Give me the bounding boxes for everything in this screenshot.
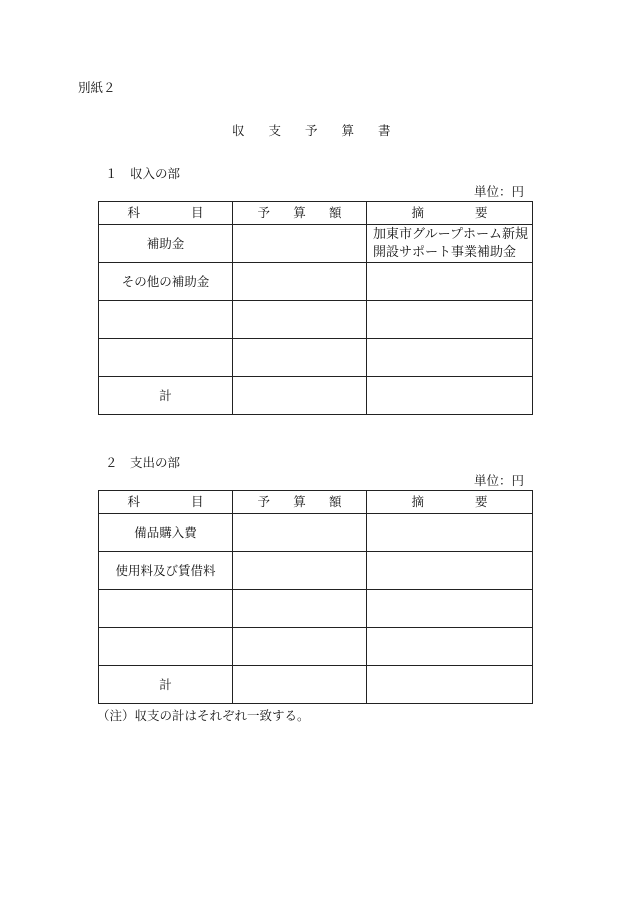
summary-cell <box>367 628 533 666</box>
column-header-amount <box>233 202 367 225</box>
item-cell <box>99 590 233 628</box>
table-row <box>99 590 533 628</box>
total-label-cell: 計 <box>99 377 233 415</box>
amount-cell <box>233 301 367 339</box>
income-section-heading: １ 収入の部 <box>105 166 181 181</box>
amount-cell <box>233 628 367 666</box>
column-header-item <box>99 202 233 225</box>
item-cell <box>99 339 233 377</box>
column-header-summary-label: 摘 要 <box>411 494 491 509</box>
summary-cell <box>367 263 533 301</box>
document-title: 収 支 予 算 書 <box>232 123 397 138</box>
table-header-row <box>99 491 533 514</box>
table-row <box>99 339 533 377</box>
table-row <box>99 225 533 263</box>
table-header-row <box>99 202 533 225</box>
amount-cell <box>233 590 367 628</box>
item-cell: その他の補助金 <box>99 263 233 301</box>
summary-cell <box>367 590 533 628</box>
amount-cell <box>233 339 367 377</box>
expense-section-heading: ２ 支出の部 <box>105 455 181 470</box>
item-cell: 使用料及び賃借料 <box>99 552 233 590</box>
item-cell <box>99 628 233 666</box>
amount-cell <box>233 225 367 263</box>
column-header-item <box>99 491 233 514</box>
total-row <box>99 666 533 704</box>
column-header-amount <box>233 491 367 514</box>
footnote: （注）収支の計はそれぞれ一致する。 <box>97 708 310 723</box>
summary-text: 加東市グループホーム新規開設サポート事業補助金 <box>373 226 528 260</box>
summary-cell <box>367 666 533 704</box>
expense-unit-label: 単位：円 <box>474 473 525 488</box>
column-header-summary <box>367 491 533 514</box>
item-cell: 補助金 <box>99 225 233 263</box>
expense-budget-table <box>98 490 533 704</box>
income-budget-table <box>98 201 533 415</box>
column-header-summary-label: 摘 要 <box>411 205 491 220</box>
summary-cell <box>367 377 533 415</box>
column-header-item-label: 科 目 <box>127 494 207 509</box>
amount-cell <box>233 552 367 590</box>
summary-cell <box>367 552 533 590</box>
total-amount-cell <box>233 377 367 415</box>
table-row <box>99 263 533 301</box>
attachment-label: 別紙２ <box>78 80 116 95</box>
income-unit-label: 単位：円 <box>474 184 525 199</box>
column-header-amount-label: 予 算 額 <box>257 494 347 509</box>
item-cell <box>99 301 233 339</box>
total-amount-cell <box>233 666 367 704</box>
table-row <box>99 552 533 590</box>
total-label-cell: 計 <box>99 666 233 704</box>
table-row <box>99 514 533 552</box>
amount-cell <box>233 514 367 552</box>
amount-cell <box>233 263 367 301</box>
item-cell: 備品購入費 <box>99 514 233 552</box>
table-row <box>99 628 533 666</box>
column-header-amount-label: 予 算 額 <box>257 205 347 220</box>
summary-cell <box>367 301 533 339</box>
total-row <box>99 377 533 415</box>
column-header-item-label: 科 目 <box>127 205 207 220</box>
summary-cell <box>367 225 533 263</box>
column-header-summary <box>367 202 533 225</box>
table-row <box>99 301 533 339</box>
summary-cell <box>367 339 533 377</box>
summary-cell <box>367 514 533 552</box>
